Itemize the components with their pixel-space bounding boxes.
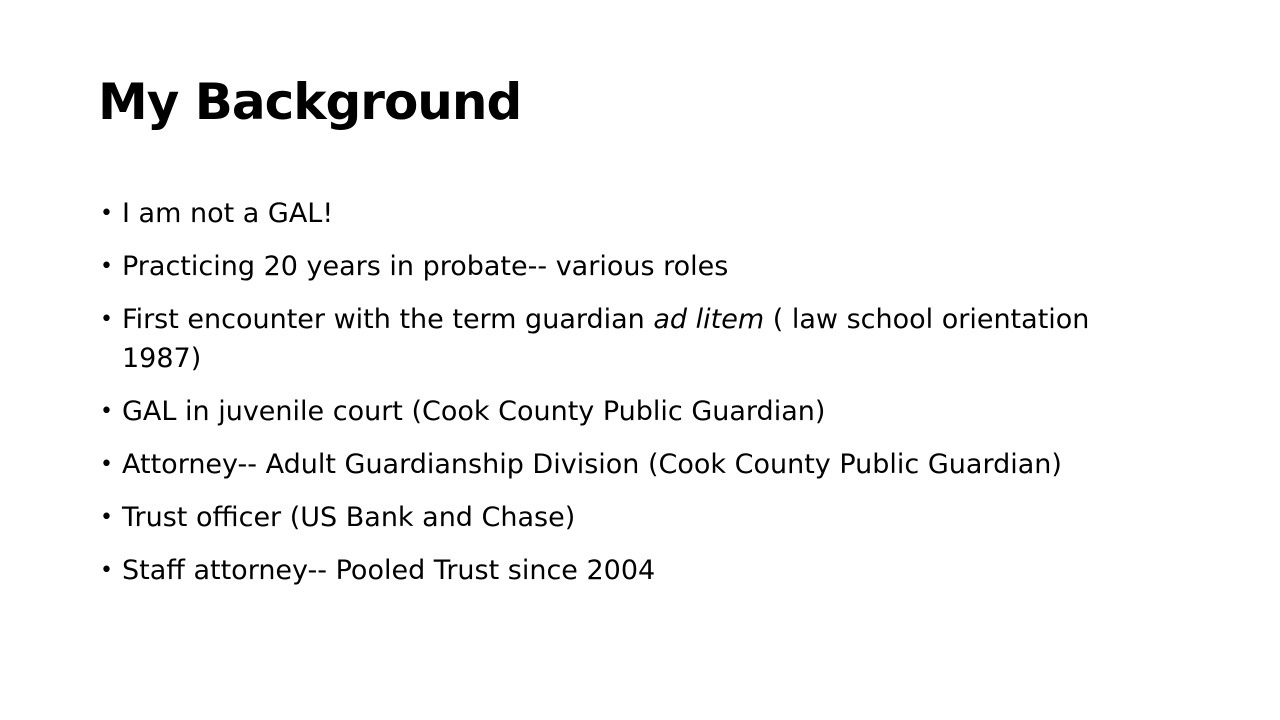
bullet-text xyxy=(122,304,1089,374)
bullet-item xyxy=(98,247,1098,286)
bullet-text-after: ( law school orientation 1987) xyxy=(122,304,1090,374)
bullet-item xyxy=(98,445,1098,484)
bullet-text: Practicing 20 years in probate-- various roles xyxy=(122,251,729,282)
bullet-dot-icon: • xyxy=(100,201,113,226)
bullet-item xyxy=(98,300,1098,378)
bullet-text: Attorney-- Adult Guardianship Division (Cook County Public Guardian) xyxy=(122,449,1062,480)
bullet-dot-icon: • xyxy=(100,505,113,530)
bullet-item xyxy=(98,392,1098,431)
bullet-text: Trust officer (US Bank and Chase) xyxy=(122,502,576,533)
bullet-item xyxy=(98,498,1098,537)
slide-title: My Background xyxy=(98,73,522,131)
bullet-text: I am not a GAL! xyxy=(122,198,334,229)
bullet-list xyxy=(98,194,1098,604)
bullet-item xyxy=(98,194,1098,233)
bullet-text: GAL in juvenile court (Cook County Public Guardian) xyxy=(122,396,826,427)
bullet-item xyxy=(98,551,1098,590)
bullet-dot-icon: • xyxy=(100,399,113,424)
bullet-text-before: First encounter with the term guardian xyxy=(122,304,654,335)
bullet-dot-icon: • xyxy=(100,307,113,332)
bullet-dot-icon: • xyxy=(100,452,113,477)
bullet-dot-icon: • xyxy=(100,254,113,279)
bullet-text-italic: ad litem xyxy=(653,304,765,335)
bullet-text: Staff attorney-- Pooled Trust since 2004 xyxy=(122,555,656,586)
bullet-dot-icon: • xyxy=(100,558,113,583)
